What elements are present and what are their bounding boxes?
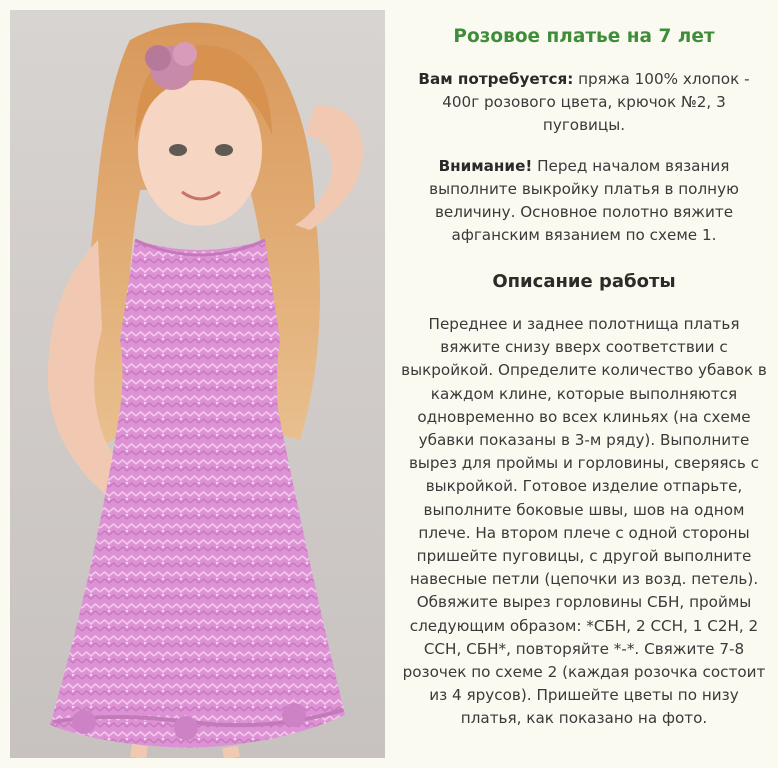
crochet-rose [72, 710, 96, 734]
attention-label: Внимание! [438, 157, 533, 175]
attention-text: Перед началом вязания выполните выкройку платья в полную величину. Основное полотно вяжите афганским вязанием по схеме 1. [429, 157, 739, 244]
work-description: Переднее и заднее полотнища платья вяжите снизу вверх соответствии с выкройкой. Определите количество убавок в каждом клине, которые выполняются одновременно во всех клиньях (на схеме убавки показаны в 3-м ряду). Выполните вырез для проймы и горловины, сверяясь с выкройкой. Готовое изделие отпарьте, выполните боковые швы, шов на одном плече. На втором плече с одной стороны пришейте пуговицы, с другой выполните навесные петли (цепочки из возд. петель). Обвяжите вырез горловины СБН, проймы следующим образом: *СБН, 2 ССН, 1 С2Н, 2 ССН, СБН*, повторяйте *-*. Свяжите 7-8 розочек по схеме 2 (каждая розочка состоит из 4 ярусов). Пришейте цветы по низу платья, как показано на фото. [401, 315, 767, 728]
materials-label: Вам потребуется: [418, 70, 574, 88]
article [398, 18, 770, 758]
crochet-rose [174, 716, 198, 740]
crochet-rose [282, 703, 306, 727]
section-heading: Описание работы [492, 271, 676, 292]
photo-girl-in-pink-dress [10, 10, 385, 758]
attention-paragraph [402, 155, 766, 247]
article-title: Розовое платье на 7 лет [453, 26, 715, 47]
materials-paragraph [402, 68, 766, 137]
materials-text: пряжа 100% хлопок - 400г розового цвета, крючок №2, 3 пуговицы. [442, 70, 750, 134]
